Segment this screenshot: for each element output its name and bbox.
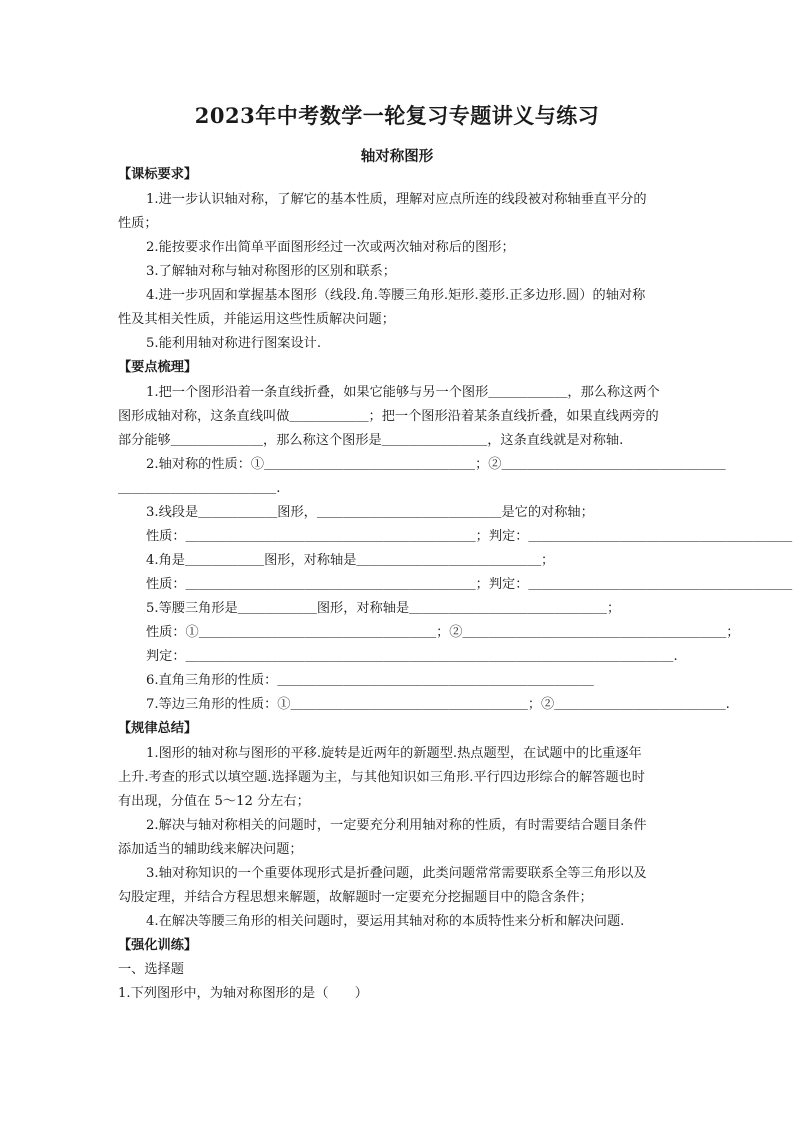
fill-blank-line: 6.直角三角形的性质：＿＿＿＿＿＿＿＿＿＿＿＿＿＿＿＿＿＿＿＿＿＿＿＿	[146, 673, 594, 688]
paragraph: 1.图形的轴对称与图形的平移.旋转是近两年的新题型.热点题型，在试题中的比重逐年	[146, 746, 642, 761]
paragraph: 勾股定理，并结合方程思想来解题，故解题时一定要充分挖掘题目中的隐含条件；	[118, 890, 593, 905]
paragraph: 上升.考查的形式以填空题.选择题为主，与其他知识如三角形.平行四边形综合的解答题也时	[118, 770, 645, 785]
paragraph: 4.进一步巩固和掌握基本图形（线段.角.等腰三角形.矩形.菱形.正多边形.圆）的轴对称	[146, 288, 646, 303]
paragraph: 3.轴对称知识的一个重要体现形式是折叠问题，此类问题常常需要联系全等三角形以及	[146, 866, 647, 881]
section-heading-curriculum: 【课标要求】	[118, 167, 198, 182]
fill-blank-line: 2.轴对称的性质：①＿＿＿＿＿＿＿＿＿＿＿＿＿＿＿＿；②＿＿＿＿＿＿＿＿＿＿＿＿＿＿＿＿＿	[146, 457, 726, 472]
fill-blank-line: 5.等腰三角形是＿＿＿＿＿＿图形，对称轴是＿＿＿＿＿＿＿＿＿＿＿＿＿＿＿；	[146, 601, 621, 616]
section-heading-summary: 【规律总结】	[118, 721, 198, 736]
document-title: 2023年中考数学一轮复习专题讲义与练习	[194, 103, 600, 128]
paragraph: 性及其相关性质，并能运用这些性质解决问题；	[118, 312, 395, 327]
fill-blank-line: 性质：①＿＿＿＿＿＿＿＿＿＿＿＿＿＿＿＿＿＿；②＿＿＿＿＿＿＿＿＿＿＿＿＿＿＿＿＿＿＿＿；	[146, 625, 740, 640]
fill-blank-line: ＿＿＿＿＿＿＿＿＿＿＿＿.	[118, 481, 281, 496]
fill-blank-line: 判定：＿＿＿＿＿＿＿＿＿＿＿＿＿＿＿＿＿＿＿＿＿＿＿＿＿＿＿＿＿＿＿＿＿＿＿＿＿.	[146, 649, 678, 664]
paragraph: 2.解决与轴对称相关的问题时，一定要充分利用轴对称的性质，有时需要结合题目条件	[146, 818, 647, 833]
paragraph: 4.在解决等腰三角形的相关问题时，要运用其轴对称的本质特性来分析和解决问题.	[146, 914, 625, 929]
paragraph: 3.了解轴对称与轴对称图形的区别和联系；	[146, 264, 396, 279]
paragraph: 性质；	[118, 216, 158, 231]
question-1: 1.下列图形中，为轴对称图形的是（ ）	[118, 986, 368, 1001]
document-subtitle: 轴对称图形	[360, 148, 434, 165]
paragraph: 有出现，分值在 5～12 分左右；	[118, 794, 310, 809]
section-heading-practice: 【强化训练】	[118, 938, 198, 953]
fill-blank-line: 部分能够＿＿＿＿＿＿＿，那么称这个图形是＿＿＿＿＿＿＿＿，这条直线就是对称轴.	[118, 433, 624, 448]
fill-blank-line: 4.角是＿＿＿＿＿＿图形，对称轴是＿＿＿＿＿＿＿＿＿＿＿＿＿＿；	[146, 553, 555, 568]
fill-blank-line: 3.线段是＿＿＿＿＿＿图形，＿＿＿＿＿＿＿＿＿＿＿＿＿＿是它的对称轴；	[146, 505, 594, 520]
paragraph: 1.进一步认识轴对称，了解它的基本性质，理解对应点所连的线段被对称轴垂直平分的	[146, 192, 647, 207]
part-heading: 一、选择题	[118, 962, 184, 977]
fill-blank-line: 7.等边三角形的性质：①＿＿＿＿＿＿＿＿＿＿＿＿＿＿＿＿＿＿；②＿＿＿＿＿＿＿＿＿＿＿＿＿.	[146, 697, 730, 712]
paragraph: 2.能按要求作出简单平面图形经过一次或两次轴对称后的图形；	[146, 240, 515, 255]
fill-blank-line: 图形成轴对称，这条直线叫做＿＿＿＿＿＿；把一个图形沿着某条直线折叠，如果直线两旁的	[118, 409, 659, 424]
paragraph: 添加适当的辅助线来解决问题；	[118, 842, 303, 857]
fill-blank-line: 性质：＿＿＿＿＿＿＿＿＿＿＿＿＿＿＿＿＿＿＿＿＿＿；判定：＿＿＿＿＿＿＿＿＿＿＿＿＿＿＿＿＿＿＿＿	[146, 577, 793, 592]
fill-blank-line: 1.把一个图形沿着一条直线折叠，如果它能够与另一个图形＿＿＿＿＿＿，那么称这两个	[146, 385, 660, 400]
section-heading-key-points: 【要点梳理】	[118, 360, 198, 375]
paragraph: 5.能利用轴对称进行图案设计.	[146, 336, 322, 351]
fill-blank-line: 性质：＿＿＿＿＿＿＿＿＿＿＿＿＿＿＿＿＿＿＿＿＿＿；判定：＿＿＿＿＿＿＿＿＿＿＿＿＿＿＿＿＿＿＿＿	[146, 529, 793, 544]
